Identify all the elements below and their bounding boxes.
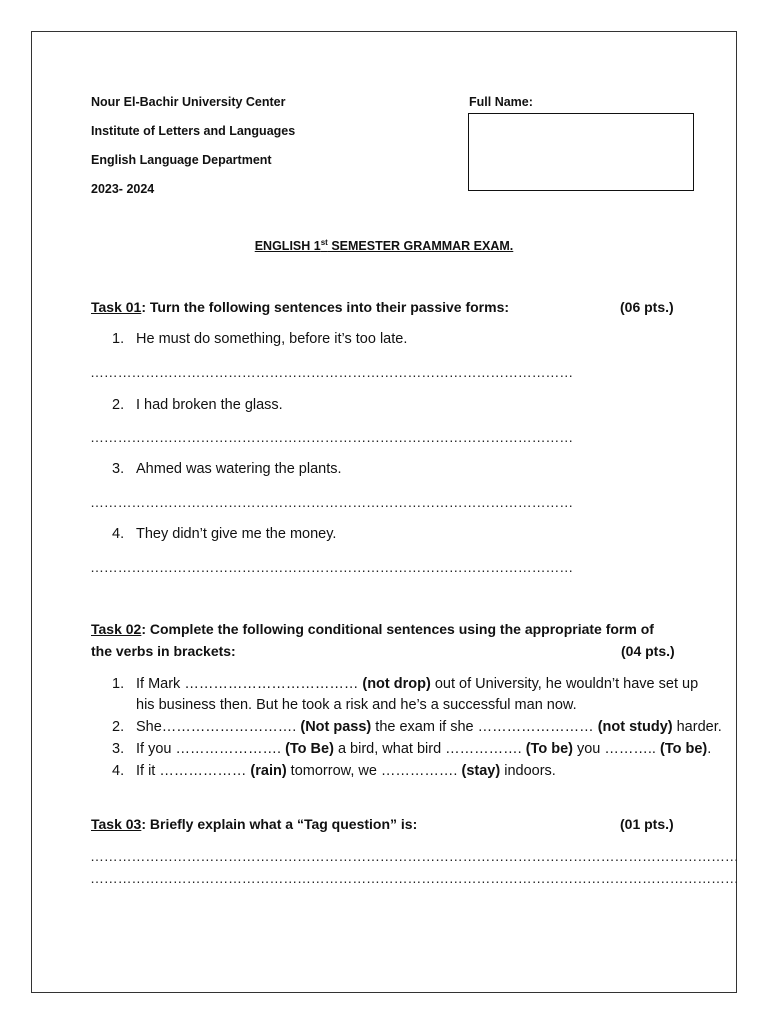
task1-item-1: 1. He must do something, before it’s too late. bbox=[112, 331, 408, 347]
task3-heading: Task 03: Briefly explain what a “Tag question” is: bbox=[91, 816, 418, 832]
exam-title: ENGLISH 1st SEMESTER GRAMMAR EXAM. bbox=[254, 238, 514, 254]
department-name: English Language Department bbox=[91, 153, 272, 167]
task2-item-1: 1. If Mark ……………………………… (not drop) out of University, he wouldn’t have set up bbox=[112, 676, 699, 692]
task2-points: (04 pts.) bbox=[621, 643, 675, 659]
task1-answer-line-4[interactable]: …………………………………………………………………………………………… bbox=[90, 559, 574, 575]
task2-item-1-cont: his business then. But he took a risk and he’s a successful man now. bbox=[136, 697, 577, 713]
task1-answer-line-2[interactable]: …………………………………………………………………………………………… bbox=[90, 429, 574, 445]
institute-name: Institute of Letters and Languages bbox=[91, 124, 296, 138]
task3-points: (01 pts.) bbox=[620, 816, 674, 832]
task1-item-4: 4. They didn’t give me the money. bbox=[112, 526, 337, 542]
task2-heading: Task 02: Complete the following conditional sentences using the appropriate form of bbox=[91, 621, 654, 637]
academic-year: 2023- 2024 bbox=[91, 182, 155, 196]
task1-item-2: 2. I had broken the glass. bbox=[112, 397, 283, 413]
task2-item-4: 4. If it ……………… (rain) tomorrow, we ……………. (stay) indoors. bbox=[112, 763, 556, 779]
task1-item-3: 3. Ahmed was watering the plants. bbox=[112, 461, 342, 477]
task1-answer-line-3[interactable]: …………………………………………………………………………………………… bbox=[90, 494, 574, 510]
task1-heading: Task 01: Turn the following sentences into their passive forms: bbox=[91, 299, 510, 315]
task2-heading-cont: the verbs in brackets: bbox=[91, 643, 236, 659]
task3-answer-line-1[interactable]: …………………………………………………………………………………………………………………………… bbox=[90, 848, 739, 864]
task2-item-2: 2. She………………………. (Not pass) the exam if she …………………… (not study) harder. bbox=[112, 719, 722, 735]
full-name-label: Full Name: bbox=[469, 95, 533, 109]
task1-answer-line-1[interactable]: …………………………………………………………………………………………… bbox=[90, 364, 574, 380]
task3-answer-line-2[interactable]: …………………………………………………………………………………………………………………………… bbox=[90, 870, 739, 886]
task2-item-3: 3. If you …………………. (To Be) a bird, what bird ……………. (To be) you ……….. (To be). bbox=[112, 741, 712, 757]
full-name-box[interactable] bbox=[468, 113, 694, 191]
task1-points: (06 pts.) bbox=[620, 299, 674, 315]
university-name: Nour El-Bachir University Center bbox=[91, 95, 286, 109]
